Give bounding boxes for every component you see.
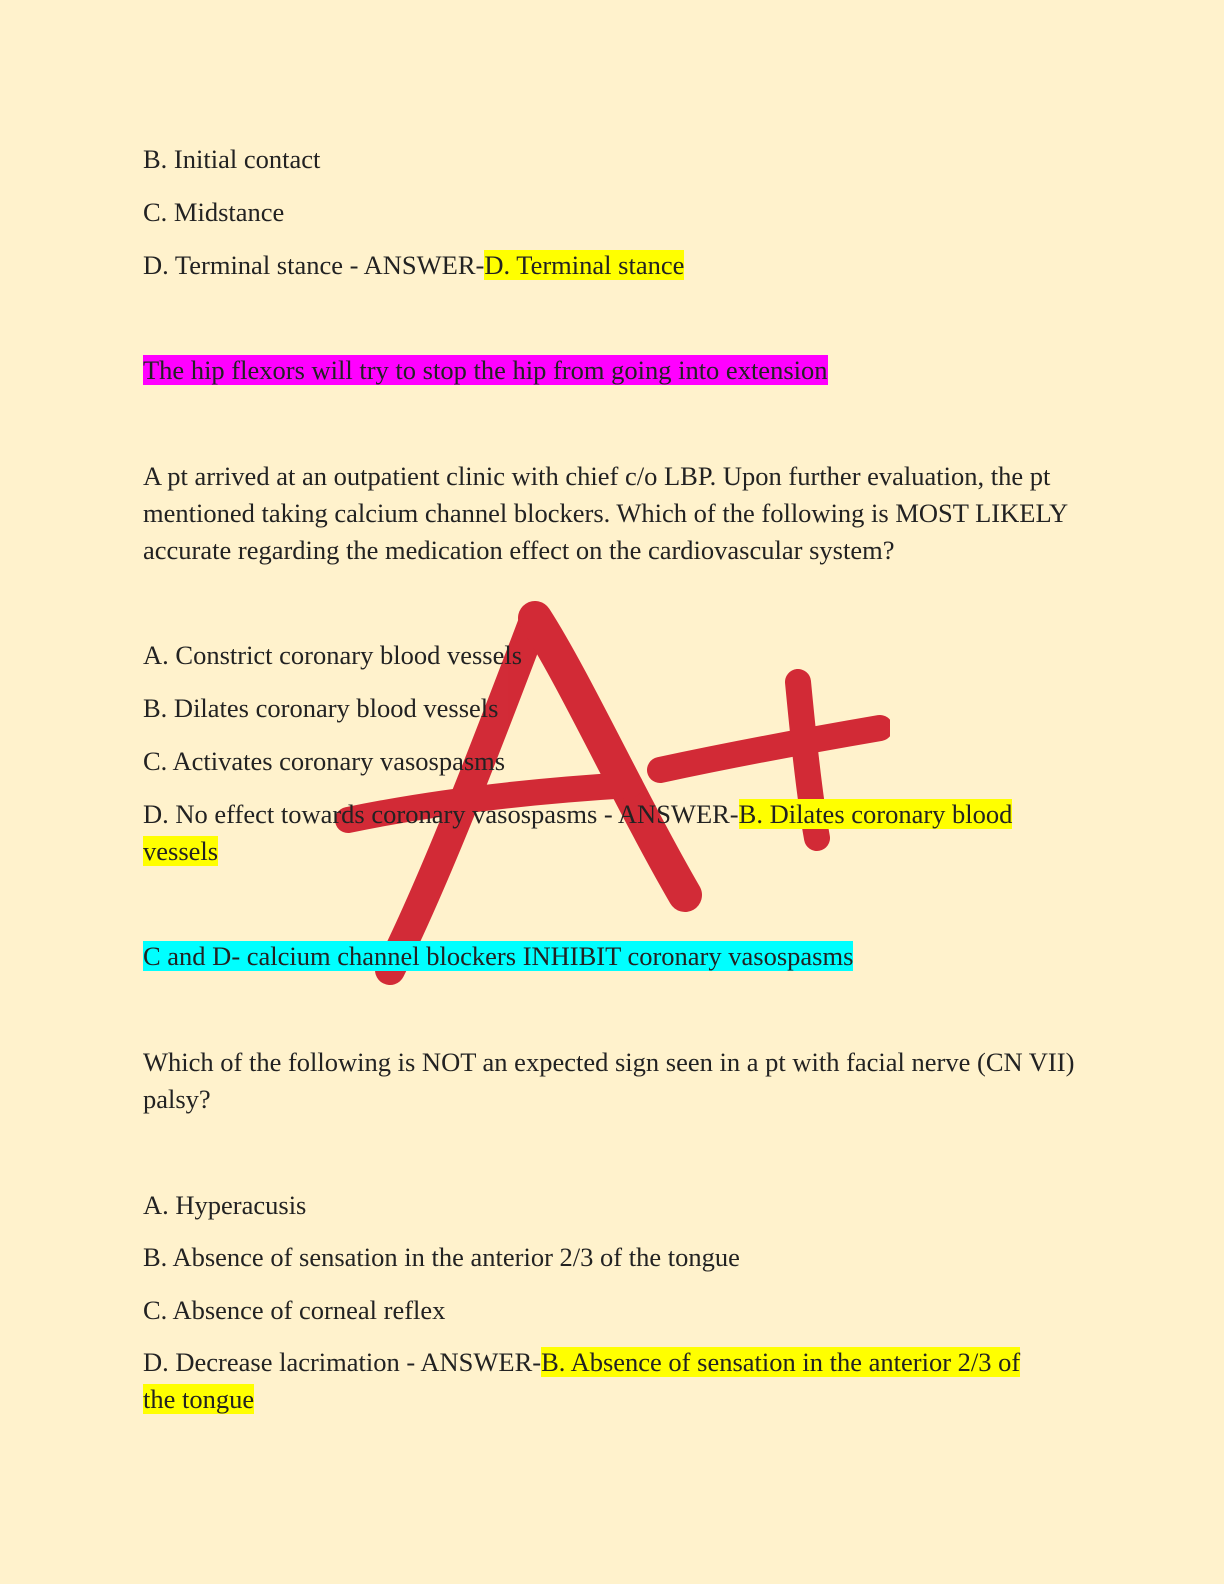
q2-explanation-text: C and D- calcium channel blockers INHIBIT coronary vasospasms <box>143 941 854 971</box>
q3-option-a: A. Hyperacusis <box>143 1190 307 1220</box>
q1-explanation <box>143 352 828 389</box>
q2-option-c: C. Activates coronary vasospasms <box>143 746 506 776</box>
q3-option-c: C. Absence of corneal reflex <box>143 1295 446 1325</box>
q2-answer-line1: B. Dilates coronary blood <box>738 799 1013 829</box>
q1-answer: D. Terminal stance <box>484 250 685 280</box>
q3-option-d <box>143 1344 1020 1381</box>
q3-option-d-text: D. Decrease lacrimation - ANSWER- <box>143 1347 542 1377</box>
q3-answer-continued <box>143 1381 254 1418</box>
q2-option-b: B. Dilates coronary blood vessels <box>143 693 499 723</box>
q2-option-d-text: D. No effect towards coronary vasospasms - ANSWER- <box>143 799 739 829</box>
q1-option-b: B. Initial contact <box>143 144 321 174</box>
plus-horizontal-stroke <box>660 728 880 770</box>
q2-explanation <box>143 938 853 975</box>
a-right-stroke <box>535 618 685 895</box>
q1-option-c: C. Midstance <box>143 197 285 227</box>
q2-question: A pt arrived at an outpatient clinic with chief c/o LBP. Upon further evaluation, the pt mentioned taking calcium channel blockers. Which of the following is MOST LIKELY accurate regarding the medication effect on the cardiovascular system? <box>143 461 1068 565</box>
q2-option-a: A. Constrict coronary blood vessels <box>143 640 523 670</box>
q2-option-d <box>143 796 1012 833</box>
q3-answer-line1: B. Absence of sensation in the anterior 2/3 of <box>541 1347 1021 1377</box>
q2-answer-line2: vessels <box>143 836 219 866</box>
q1-option-d <box>143 247 684 284</box>
q3-option-b: B. Absence of sensation in the anterior 2/3 of the tongue <box>143 1242 740 1272</box>
q2-answer-continued <box>143 833 218 870</box>
q3-question: Which of the following is NOT an expected sign seen in a pt with facial nerve (CN VII) palsy? <box>143 1047 1075 1114</box>
q1-option-d-text: D. Terminal stance - ANSWER- <box>143 250 485 280</box>
q1-explanation-text: The hip flexors will try to stop the hip from going into extension <box>143 355 828 385</box>
q3-answer-line2: the tongue <box>143 1384 255 1414</box>
